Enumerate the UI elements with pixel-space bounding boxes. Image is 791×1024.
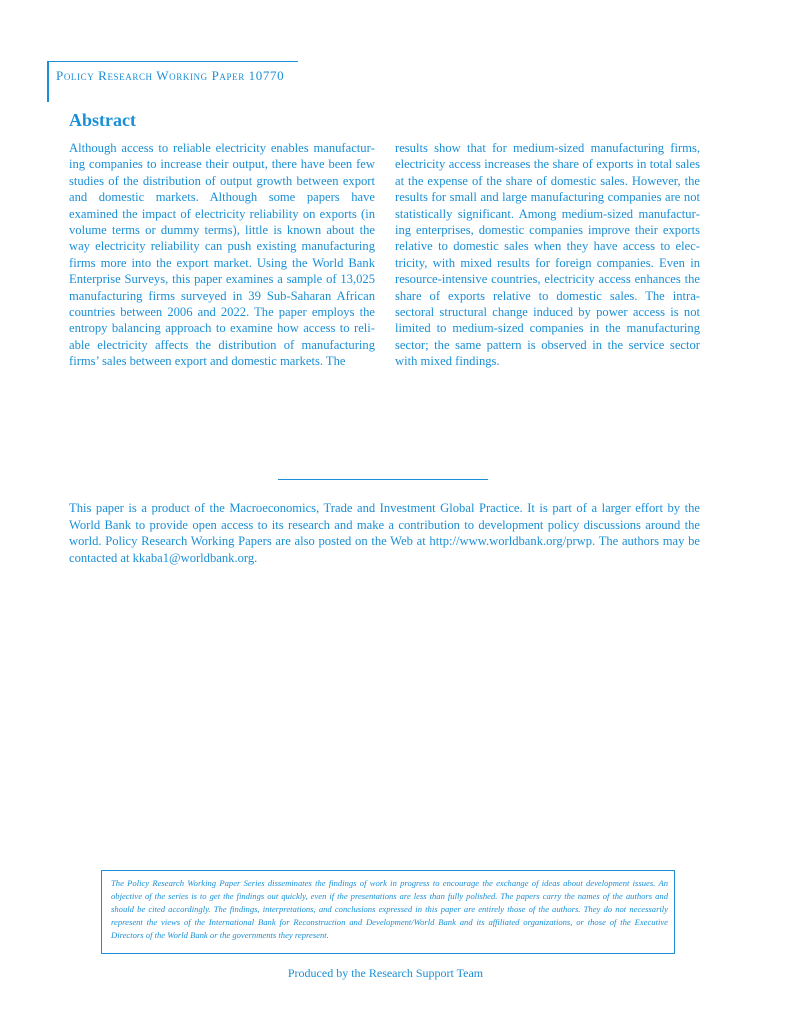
section-divider <box>278 479 488 480</box>
abstract-column-right: results show that for medium-sized manufacturing firms, electricity access increases the share of exports in total sales at the expense of the share of domestic sales. However, the results for small and large manufacturing companies are not statistically significant. Among medium-sized manufacturing enterprises, domestic companies improve their exports relative to domestic sales when they have access to electricity, with mixed results for foreign companies. Even in resource-intensive countries, electricity access enhances the share of exports relative to domestic sales. The intra-sectoral structural change induced by power access is not limited to medium-sized companies in the manufacturing sector; the same pattern is observed in the service sector with mixed findings. <box>395 141 700 369</box>
product-note: This paper is a product of the Macroeconomics, Trade and Investment Global Practice. It is part of a larger effort by the World Bank to provide open access to its research and make a contribution to development policy discussions around the world. Policy Research Working Papers are also posted on the Web at http://www.worldbank.org/prwp. The authors may be contacted at kkaba1@worldbank.org. <box>69 501 700 565</box>
footer-produced-by: Produced by the Research Support Team <box>287 966 484 980</box>
series-title: Policy Research Working Paper 10770 <box>56 68 285 83</box>
disclaimer-box: The Policy Research Working Paper Series disseminates the findings of work in progress to encourage the exchange of ideas about development issues. An objective of the series is to get the findings out quickly, even if the presentations are less than fully polished. The papers carry the names of the authors and should be cited accordingly. The findings, interpretations, and conclusions expressed in this paper are entirely those of the authors. They do not necessarily represent the views of the International Bank for Reconstruction and Development/World Bank and its affiliated organizations, or those of the Executive Directors of the World Bank or the governments they represent. <box>101 870 675 954</box>
abstract-heading: Abstract <box>69 110 136 130</box>
header-rule-left <box>47 61 49 102</box>
abstract-column-left: Although access to reliable electricity enables manufacturing companies to increase their output, there have been few studies of the distribution of output growth between export and domestic markets. Although some papers have examined the impact of electricity reliability on exports (in volume terms or dummy terms), little is known about the way electricity reliability can push existing manufacturing firms more into the export market. Using the World Bank Enterprise Surveys, this paper examines a sample of 13,025 manufacturing firms surveyed in 39 Sub-Saharan African countries between 2006 and 2022. The paper employs the entropy balancing approach to examine how access to reliable electricity affects the distribution of manufacturing firms’ sales between export and domestic markets. The <box>69 141 375 369</box>
header-rule-top <box>48 61 298 62</box>
